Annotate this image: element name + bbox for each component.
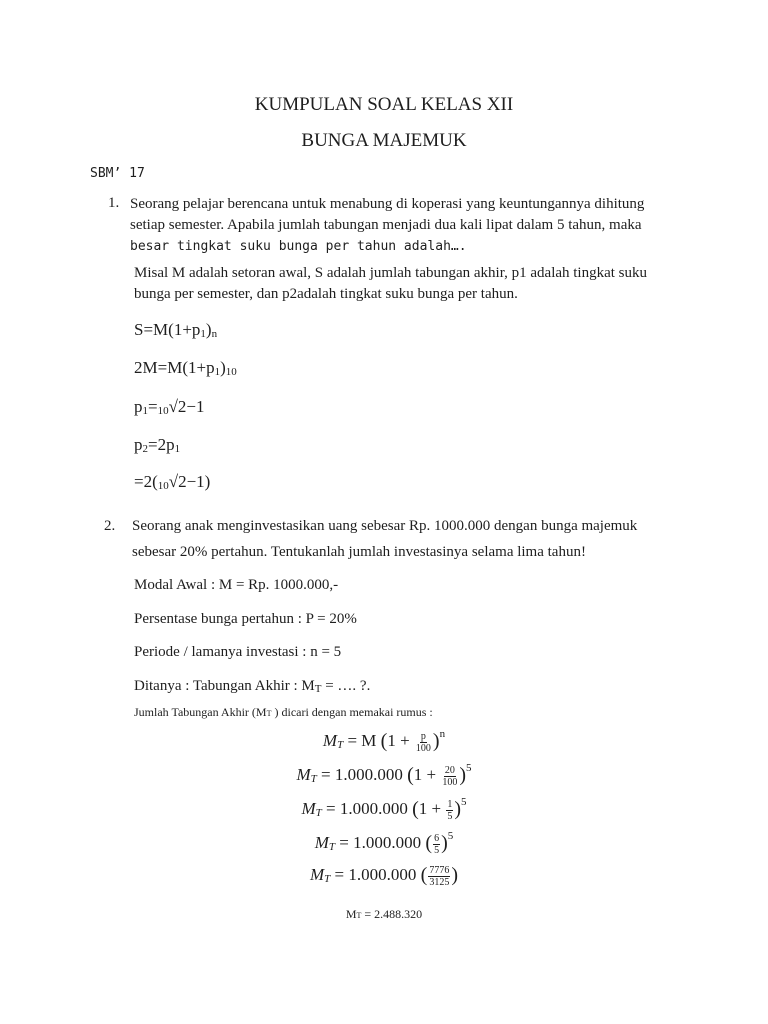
q1-explanation-line2: bunga per semester, dan p2adalah tingkat suku bunga per tahun. [134, 286, 518, 302]
q1-formula-4: p2=2p1 [134, 435, 181, 455]
q2-equation-4: MT = 1.000.000 ( $\frac{6}{5}$ )$^5$ [314, 830, 454, 856]
q2-modal-awal: Modal Awal : M = Rp. 1000.000,- [134, 577, 339, 593]
q1-formula-5: =2(10√2−1) [134, 472, 211, 492]
q2-equation-1: MT = M (1 + $\frac{p}{100}$ )$^n$ [322, 728, 446, 754]
q1-explanation-line1: Misal M adalah setoran awal, S adalah jumlah tabungan akhir, p1 adalah tingkat suku [134, 265, 648, 281]
q1-text-line3: besar tingkat suku bunga per tahun adalah…. [130, 239, 467, 254]
q2-text-line1: Seorang anak menginvestasikan uang sebesar Rp. 1000.000 dengan bunga majemuk [132, 518, 638, 534]
q1-text-line2: setiap semester. Apabila jumlah tabungan menjadi dua kali lipat dalam 5 tahun, maka [130, 217, 642, 233]
q1-number: 1. [108, 195, 120, 211]
q2-equation-2: MT = 1.000.000 (1 + $\frac{20}{100}$ )$^5$ [296, 762, 472, 788]
q2-number: 2. [104, 518, 116, 534]
q1-formula-2: 2M=M(1+p1)10 [134, 358, 237, 378]
section-label: SBM’ 17 [90, 166, 145, 181]
q1-text-line1: Seorang pelajar berencana untuk menabung di koperasi yang keuntungannya dihitung [130, 196, 645, 212]
q2-periode: Periode / lamanya investasi : n = 5 [134, 644, 342, 660]
q1-formula-3: p1=10√2−1 [134, 397, 205, 417]
q2-equation-5: MT = 1.000.000 ( $\frac{7776}{3125}$ ) [310, 864, 458, 888]
q2-result: MT = 2.488.320 [345, 907, 423, 921]
q2-equation-3: MT = 1.000.000 (1 + $\frac{1}{5}$ )$^5$ [301, 796, 467, 822]
q1-formula-1: S=M(1+p1)n [134, 320, 218, 340]
document-title: KUMPULAN SOAL KELAS XII [254, 94, 514, 115]
q2-persentase: Persentase bunga pertahun : P = 20% [134, 611, 357, 627]
q2-text-line2: sebesar 20% pertahun. Tentukanlah jumlah investasinya selama lima tahun! [132, 544, 586, 560]
q2-ditanya: Ditanya : Tabungan Akhir : MT = …. ?. [134, 678, 371, 695]
q2-rumus-intro: Jumlah Tabungan Akhir (MT ) dicari dengan memakai rumus : [134, 705, 433, 719]
document-subtitle: BUNGA MAJEMUK [301, 130, 467, 151]
